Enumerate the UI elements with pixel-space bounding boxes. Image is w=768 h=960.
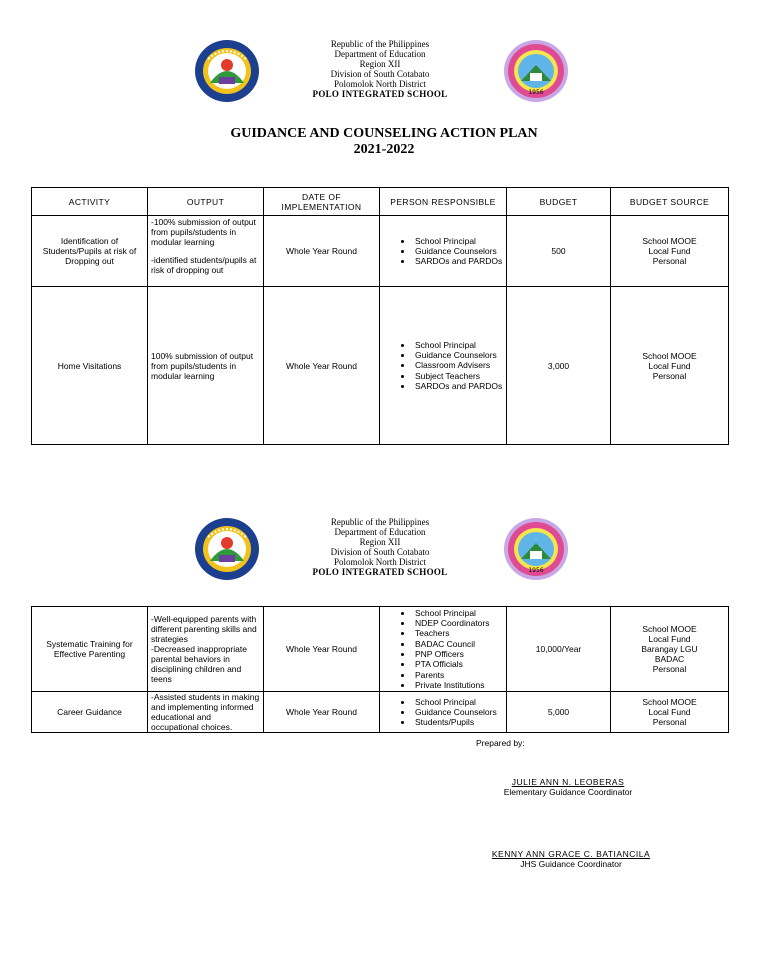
source-item: School MOOE: [642, 236, 697, 246]
table-row: [32, 287, 729, 445]
table-row: [32, 692, 729, 733]
person-item: • Subject Teachers: [413, 371, 503, 381]
header-line-republic: Republic of the Philippines: [330, 517, 430, 527]
output-cell: [148, 692, 264, 733]
person-cell: [380, 607, 507, 692]
output-item: -100% submission of output from pupils/students in modular learning: [151, 217, 256, 247]
header-line-district: Polomolok North District: [334, 557, 426, 567]
person-cell: [380, 692, 507, 733]
date-cell: Whole Year Round: [264, 216, 380, 287]
table-row: [32, 607, 729, 692]
person-item: • School Principal: [413, 608, 503, 618]
source-item: School MOOE: [642, 624, 697, 634]
table-header-row: [32, 188, 729, 216]
activity-cell: Career Guidance: [32, 692, 148, 733]
header-line-region: Region XII: [359, 59, 401, 69]
budget-cell: 500: [507, 216, 611, 287]
source-item: Personal: [652, 664, 687, 674]
header-line-republic: Republic of the Philippines: [330, 39, 430, 49]
header-date: DATE OF IMPLEMENTATION: [264, 188, 380, 216]
source-item: Local Fund: [648, 707, 691, 717]
header-school-name: POLO INTEGRATED SCHOOL: [312, 567, 448, 577]
source-item: Local Fund: [648, 246, 691, 256]
header-line-department: Department of Education: [334, 527, 426, 537]
source-item: School MOOE: [642, 697, 697, 707]
source-item: Personal: [652, 717, 687, 727]
header-line-division: Division of South Cotabato: [330, 69, 430, 79]
person-item: • PNP Officers: [413, 649, 503, 659]
header-budget-source: BUDGET SOURCE: [611, 188, 729, 216]
source-item: Personal: [652, 256, 687, 266]
document-title: [0, 126, 768, 158]
signatory-name: JULIE ANN N. LEOBERAS: [511, 777, 625, 787]
source-item: Local Fund: [648, 360, 691, 371]
person-item: • NDEP Coordinators: [413, 618, 503, 628]
output-cell: [148, 287, 264, 445]
header-activity: ACTIVITY: [32, 188, 148, 216]
output-cell: [148, 216, 264, 287]
header-line-region: Region XII: [359, 537, 401, 547]
person-item: • BADAC Council: [413, 639, 503, 649]
prepared-by-label: Prepared by:: [476, 738, 525, 748]
header-school-name: POLO INTEGRATED SCHOOL: [312, 89, 448, 99]
person-item: • Parents: [413, 670, 503, 680]
header-person-responsible: PERSON RESPONSIBLE: [380, 188, 507, 216]
output-item: -identified students/pupils at risk of dropping out: [151, 255, 257, 275]
output-item: -Well-equipped parents with different parenting skills and strategies: [151, 614, 257, 644]
date-cell: Whole Year Round: [264, 607, 380, 692]
date-cell: Whole Year Round: [264, 692, 380, 733]
header-budget: BUDGET: [507, 188, 611, 216]
svg-text:1956: 1956: [528, 567, 544, 574]
budget-cell: 5,000: [507, 692, 611, 733]
person-item: • SARDOs and PARDOs: [413, 256, 503, 266]
person-item: • Guidance Counselors: [413, 350, 503, 360]
signatory-title: Elementary Guidance Coordinator: [503, 787, 633, 797]
source-item: Local Fund: [648, 634, 691, 644]
person-item: • School Principal: [413, 697, 503, 707]
person-item: • School Principal: [413, 236, 503, 246]
date-cell: Whole Year Round: [264, 287, 380, 445]
budget-source-cell: [611, 287, 729, 445]
signatory-name: KENNY ANN GRACE C. BATIANCILA: [491, 849, 651, 859]
source-item: BADAC: [654, 654, 685, 664]
person-cell: [380, 216, 507, 287]
source-item: Personal: [652, 370, 687, 381]
output-item: -Decreased inappropriate parental behaviors in disciplining children and teens: [151, 644, 247, 684]
person-item: • Classroom Advisers: [413, 360, 503, 370]
person-item: • PTA Officials: [413, 659, 503, 669]
output-cell: [148, 607, 264, 692]
svg-text:1956: 1956: [528, 89, 544, 96]
person-item: • Guidance Counselors: [413, 246, 503, 256]
person-item: • Private Institutions: [413, 680, 503, 690]
header-line-division: Division of South Cotabato: [330, 547, 430, 557]
action-plan-table: [31, 187, 729, 445]
signature-block-elementary: [478, 777, 658, 797]
person-cell: [380, 287, 507, 445]
person-item: • School Principal: [413, 340, 503, 350]
school-seal-logo: [503, 517, 569, 581]
output-item: -Assisted students in making and implementing informed educational and occupational choices.: [151, 692, 260, 732]
person-item: • Students/Pupils: [413, 717, 503, 727]
output-item: 100% submission of output from pupils/students in modular learning: [151, 350, 254, 381]
person-item: • Teachers: [413, 628, 503, 638]
signatory-title: JHS Guidance Coordinator: [520, 859, 622, 869]
signature-block-jhs: [481, 849, 661, 869]
budget-source-cell: [611, 692, 729, 733]
action-plan-table-continued: [31, 606, 729, 733]
header-line-department: Department of Education: [334, 49, 426, 59]
activity-cell: Identification of Students/Pupils at risk of Dropping out: [32, 216, 148, 287]
budget-cell: 3,000: [507, 287, 611, 445]
document-title-main: GUIDANCE AND COUNSELING ACTION PLAN: [230, 126, 538, 141]
budget-source-cell: [611, 607, 729, 692]
activity-cell: Home Visitations: [32, 287, 148, 445]
budget-source-cell: [611, 216, 729, 287]
header-line-district: Polomolok North District: [334, 79, 426, 89]
budget-cell: 10,000/Year: [507, 607, 611, 692]
header-output: OUTPUT: [148, 188, 264, 216]
person-item: • SARDOs and PARDOs: [413, 381, 503, 391]
school-seal-logo: [503, 39, 569, 103]
source-item: School MOOE: [642, 350, 697, 361]
activity-cell: Systematic Training for Effective Parenting: [32, 607, 148, 692]
table-row: [32, 216, 729, 287]
source-item: Barangay LGU: [641, 644, 698, 654]
person-item: • Guidance Counselors: [413, 707, 503, 717]
document-title-year: 2021-2022: [353, 142, 415, 157]
